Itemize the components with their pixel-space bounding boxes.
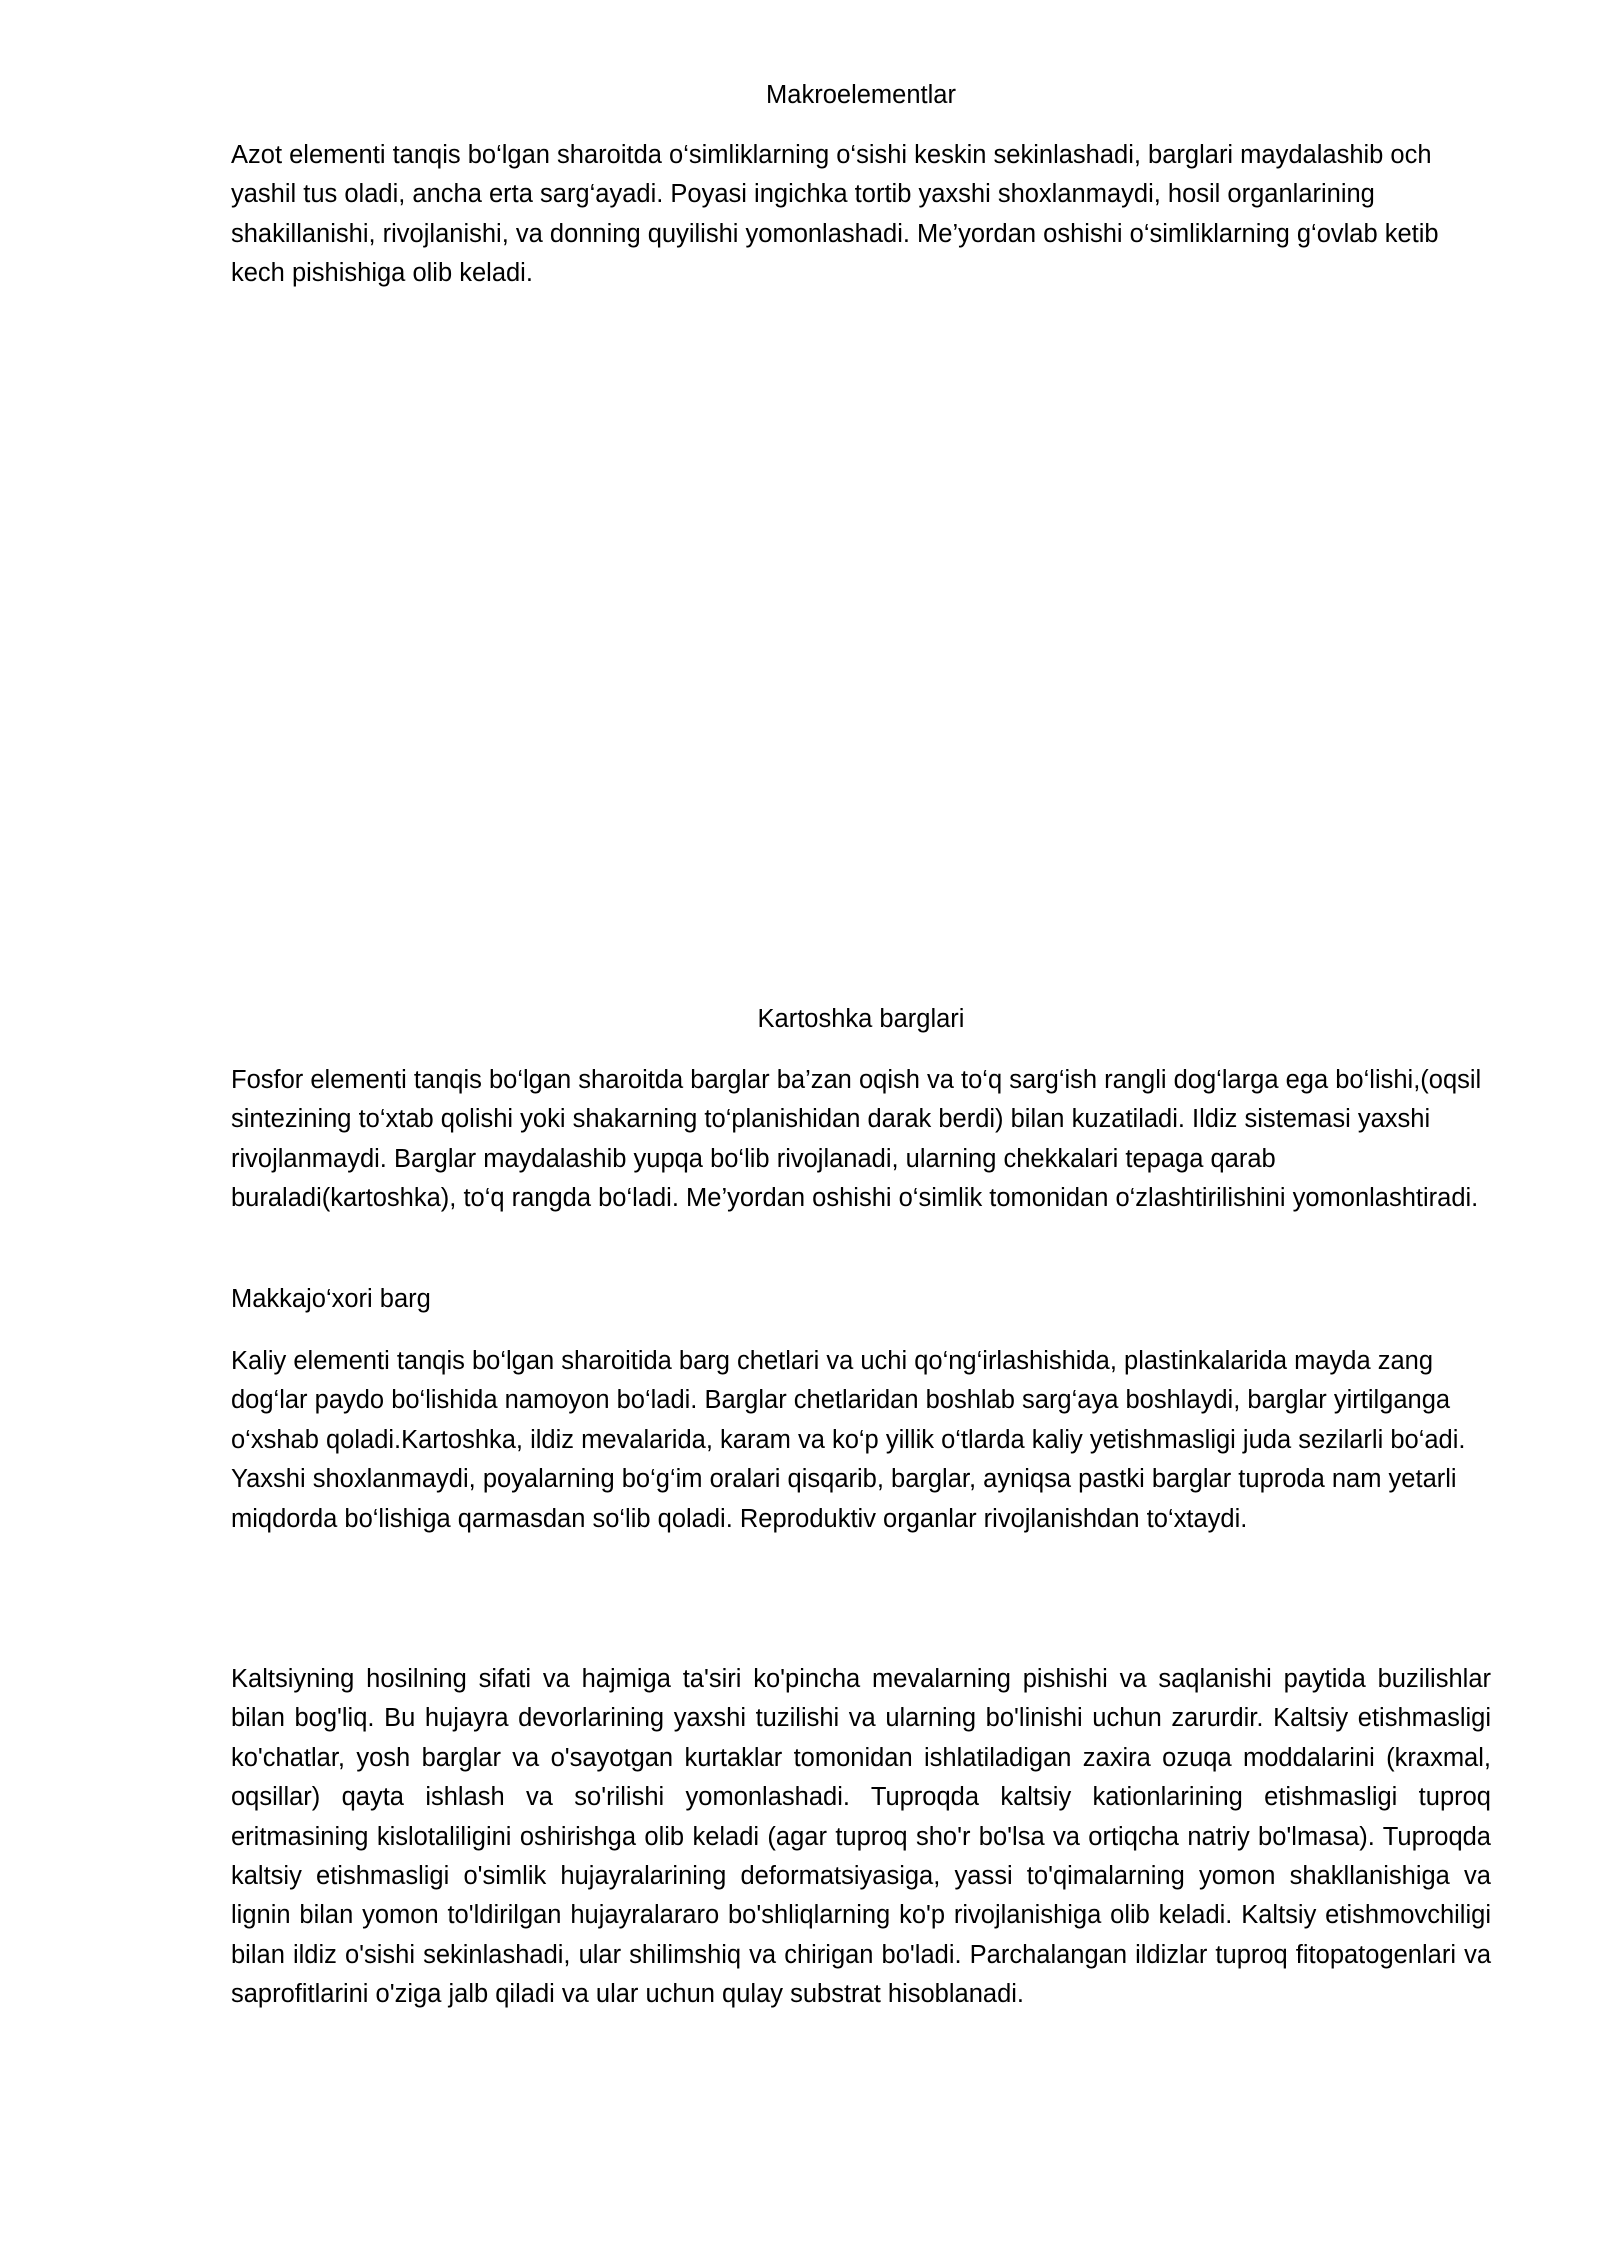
caption-kartoshka-barglari: Kartoshka barglari xyxy=(757,1005,965,1033)
paragraph-kaliy: Kaliy elementi tanqis bo‘lgan sharoitida barg chetlari va uchi qo‘ng‘irlashishida, plastinkalarida mayda zang dog‘lar paydo bo‘lishida namoyon bo‘ladi. Barglar chetlaridan boshlab sarg‘aya boshlaydi, barglar yirtilganga o‘xshab qoladi.Kartoshka, ildiz mevalarida, karam va ko‘p yillik o‘tlarda kaliy yetishmasligi juda sezilarli bo‘adi. Yaxshi shoxlanmaydi, poyalarning bo‘g‘im oralari qisqarib, barglar, ayniqsa pastki barglar tuproda nam yetarli miqdorda bo‘lishiga qarmasdan so‘lib qoladi. Reproduktiv organlar rivojlanishdan to‘xtaydi. xyxy=(231,1347,1466,1533)
document-title: Makroelementlar xyxy=(766,81,956,109)
paragraph-fosfor: Fosfor elementi tanqis bo‘lgan sharoitda barglar ba’zan oqish va to‘q sarg‘ish rangli dog‘larga ega bo‘lishi,(oqsil sintezining to‘xtab qolishi yoki shakarning to‘planishidan darak berdi) bilan kuzatiladi. Ildiz sistemasi yaxshi rivojlanmaydi. Barglar maydalashib yupqa bo‘lib rivojlanadi, ularning chekkalari tepaga qarab buraladi(kartoshka), to‘q rangda bo‘ladi. Me’yordan oshishi o‘simlik tomonidan o‘zlashtirilishini yomonlashtiradi. xyxy=(231,1066,1482,1213)
paragraph-kaltsiy: Kaltsiyning hosilning sifati va hajmiga ta'siri ko'pincha mevalarning pishishi va saqlanishi paytida buzilishlar bilan bog'liq. Bu hujayra devorlarining yaxshi tuzilishi va ularning bo'linishi uchun zarurdir. Kaltsiy etishmasligi ko'chatlar, yosh barglar va o'sayotgan kurtaklar tomonidan ishlatiladigan zaxira ozuqa moddalarini (kraxmal, oqsillar) qayta ishlash va so'rilishi yomonlashadi. Tuproqda kaltsiy kationlarining etishmasligi tuproq eritmasining kislotaliligini oshirishga olib keladi (agar tuproq sho'r bo'lsa va ortiqcha natriy bo'lmasa). Tuproqda kaltsiy etishmasligi o'simlik hujayralarining deformatsiyasiga, yassi to'qimalarning yomon shakllanishiga va lignin bilan yomon to'ldirilgan hujayralararo bo'shliqlarning ko'p rivojlanishiga olib keladi. Kaltsiy etishmovchiligi bilan ildiz o'sishi sekinlashadi, ular shilimshiq va chirigan bo'ladi. Parchalangan ildizlar tuproq fitopatogenlari va saprofitlarini o'ziga jalb qiladi va ular uchun qulay substrat hisoblanadi. xyxy=(231,1665,1491,2009)
caption-makkajoxori-barg: Makkajo‘xori barg xyxy=(231,1285,431,1313)
paragraph-azot: Azot elementi tanqis bo‘lgan sharoitda o‘simliklarning o‘sishi keskin sekinlashadi, barglari maydalashib och yashil tus oladi, ancha erta sarg‘ayadi. Poyasi ingichka tortib yaxshi shoxlanmaydi, hosil organlarining shakillanishi, rivojlanishi, va donning quyilishi yomonlashadi. Me’yordan oshishi o‘simliklarning g‘ovlab ketib kech pishishiga olib keladi. xyxy=(231,141,1439,288)
